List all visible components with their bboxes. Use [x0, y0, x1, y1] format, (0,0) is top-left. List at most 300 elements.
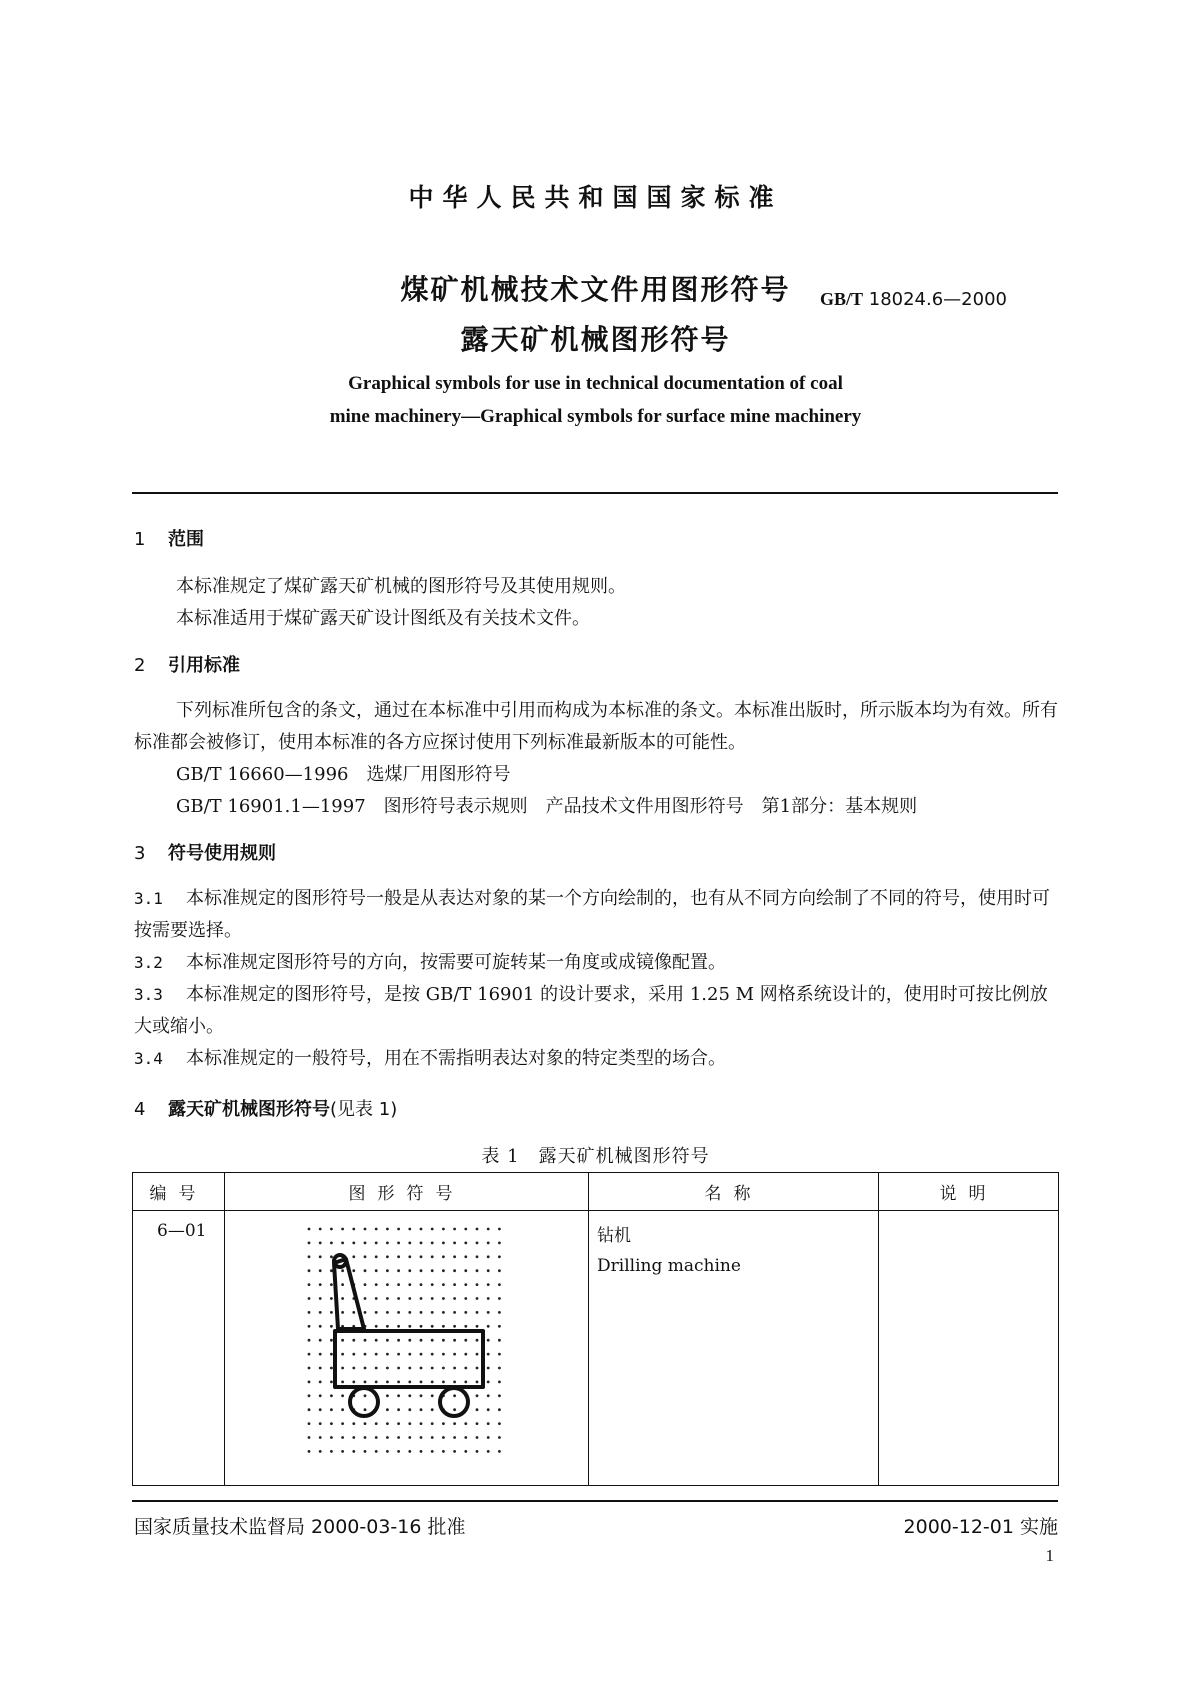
grid-dot: [419, 1297, 422, 1300]
grid-dot: [430, 1381, 433, 1384]
grid-dot: [318, 1325, 321, 1328]
grid-dot: [442, 1255, 445, 1258]
rule-3-3-text: 本标准规定的图形符号，是按 GB/T 16901 的设计要求，采用 1.25 M 网格系统设计的，使用时可按比例放大或缩小。: [134, 984, 1048, 1037]
grid-dot: [498, 1408, 501, 1411]
grid-dot: [397, 1436, 400, 1439]
grid-dot: [341, 1269, 344, 1272]
grid-dot: [397, 1367, 400, 1370]
grid-dot: [408, 1436, 411, 1439]
grid-dot: [498, 1436, 501, 1439]
grid-dot: [318, 1353, 321, 1356]
grid-dot: [386, 1297, 389, 1300]
standard-code-prefix: GB/T: [820, 289, 864, 309]
grid-dot: [363, 1394, 366, 1397]
grid-dot: [386, 1339, 389, 1342]
grid-dot: [430, 1408, 433, 1411]
grid-dot: [419, 1311, 422, 1314]
grid-dot: [307, 1297, 310, 1300]
grid-dot: [464, 1325, 467, 1328]
grid-dot: [498, 1422, 501, 1425]
grid-dot: [498, 1450, 501, 1453]
grid-dot: [464, 1381, 467, 1384]
grid-dot: [419, 1408, 422, 1411]
section-3-heading: [134, 839, 276, 865]
grid-dot: [475, 1297, 478, 1300]
header-description: 说明: [879, 1173, 1059, 1211]
grid-dot: [453, 1311, 456, 1314]
grid-dot: [374, 1269, 377, 1272]
grid-dot: [498, 1367, 501, 1370]
grid-dot: [352, 1269, 355, 1272]
grid-dot: [363, 1381, 366, 1384]
grid-dot: [419, 1228, 422, 1231]
grid-dot: [307, 1381, 310, 1384]
grid-dot: [419, 1255, 422, 1258]
section-3-title: 符号使用规则: [168, 843, 276, 864]
grid-dot: [330, 1269, 333, 1272]
grid-dot: [330, 1394, 333, 1397]
section-1-number: 1: [134, 529, 146, 550]
grid-dot: [408, 1408, 411, 1411]
grid-dot: [352, 1311, 355, 1314]
grid-dot: [442, 1353, 445, 1356]
grid-dot: [341, 1381, 344, 1384]
grid-dot: [307, 1242, 310, 1245]
grid-dot: [475, 1283, 478, 1286]
grid-dot: [475, 1381, 478, 1384]
grid-dot: [307, 1311, 310, 1314]
grid-dot: [386, 1408, 389, 1411]
grid-dot: [486, 1408, 489, 1411]
grid-dot: [498, 1311, 501, 1314]
grid-dot: [307, 1339, 310, 1342]
grid-dot: [352, 1381, 355, 1384]
grid-dot: [408, 1228, 411, 1231]
grid-dot: [419, 1353, 422, 1356]
grid-dot: [386, 1228, 389, 1231]
grid-dot: [341, 1297, 344, 1300]
rule-3-3: [134, 979, 1058, 1043]
grid-dot: [386, 1242, 389, 1245]
grid-dot: [486, 1450, 489, 1453]
grid-dot: [397, 1422, 400, 1425]
grid-dot: [442, 1422, 445, 1425]
grid-dot: [330, 1436, 333, 1439]
grid-dot: [374, 1283, 377, 1286]
grid-dot: [341, 1436, 344, 1439]
section-4-table-reference: (见表 1): [330, 1099, 398, 1120]
grid-dot: [430, 1367, 433, 1370]
grid-dot: [352, 1450, 355, 1453]
grid-dot: [453, 1450, 456, 1453]
grid-dot: [464, 1422, 467, 1425]
grid-dot: [330, 1242, 333, 1245]
grid-dot: [307, 1269, 310, 1272]
rule-3-1-number: 3.1: [134, 889, 163, 908]
grid-dot: [318, 1255, 321, 1258]
grid-dot: [386, 1255, 389, 1258]
grid-dot: [442, 1297, 445, 1300]
grid-dot: [374, 1311, 377, 1314]
grid-dot: [453, 1436, 456, 1439]
grid-dot: [408, 1242, 411, 1245]
grid-dot: [318, 1297, 321, 1300]
grid-dot: [498, 1325, 501, 1328]
grid-dot: [318, 1408, 321, 1411]
footer-divider: [132, 1500, 1058, 1502]
grid-dot: [386, 1353, 389, 1356]
title-cn-line2: 露天矿机械图形符号: [460, 323, 731, 356]
grid-dot: [352, 1367, 355, 1370]
grid-dot: [318, 1311, 321, 1314]
grid-dot: [397, 1381, 400, 1384]
grid-dot: [430, 1297, 433, 1300]
grid-dot: [453, 1269, 456, 1272]
description-cell: [879, 1211, 1059, 1486]
grid-dot: [363, 1353, 366, 1356]
grid-dot: [419, 1450, 422, 1453]
section-2-paragraph: 下列标准所包含的条文，通过在本标准中引用而构成为本标准的条文。本标准出版时，所示版本均为有效。所有标准都会被修订，使用本标准的各方应探讨使用下列标准最新版本的可能性。: [134, 700, 1058, 753]
grid-dot: [408, 1269, 411, 1272]
page-number: 1: [1045, 1546, 1054, 1565]
grid-dot: [397, 1255, 400, 1258]
rule-3-3-number: 3.3: [134, 985, 163, 1004]
rear-wheel: [440, 1388, 468, 1416]
symbol-cell: [225, 1211, 589, 1486]
grid-dot: [453, 1394, 456, 1397]
grid-dot: [397, 1269, 400, 1272]
grid-dot: [386, 1283, 389, 1286]
row-number: 6—01: [133, 1211, 225, 1486]
grid-dot: [397, 1297, 400, 1300]
grid-dot: [341, 1339, 344, 1342]
grid-dot: [442, 1367, 445, 1370]
grid-dot: [408, 1422, 411, 1425]
header-number: 编号: [133, 1173, 225, 1211]
grid-dot: [475, 1339, 478, 1342]
grid-dot: [307, 1367, 310, 1370]
front-wheel: [350, 1388, 378, 1416]
grid-dot: [408, 1339, 411, 1342]
grid-dot: [408, 1450, 411, 1453]
grid-dot: [453, 1283, 456, 1286]
grid-dot: [352, 1436, 355, 1439]
grid-dot: [498, 1353, 501, 1356]
grid-dot: [374, 1450, 377, 1453]
section-1-heading: [134, 525, 204, 551]
symbol-table: [132, 1172, 1059, 1486]
grid-dot: [374, 1422, 377, 1425]
grid-dot: [318, 1339, 321, 1342]
grid-dot: [374, 1367, 377, 1370]
grid-dot: [330, 1297, 333, 1300]
rule-3-2-number: 3.2: [134, 953, 163, 972]
section-1-paragraph-2: 本标准适用于煤矿露天矿设计图纸及有关技术文件。: [176, 608, 590, 629]
section-3-number: 3: [134, 843, 146, 864]
rule-3-4-number: 3.4: [134, 1049, 163, 1068]
grid-dot: [307, 1353, 310, 1356]
grid-dot: [307, 1408, 310, 1411]
grid-dot: [498, 1394, 501, 1397]
grid-dot: [498, 1339, 501, 1342]
grid-dot: [318, 1269, 321, 1272]
grid-dot: [430, 1228, 433, 1231]
grid-dot: [419, 1436, 422, 1439]
grid-dot: [318, 1450, 321, 1453]
grid-dot: [486, 1242, 489, 1245]
grid-dot: [363, 1436, 366, 1439]
grid-dot: [464, 1311, 467, 1314]
grid-dot: [442, 1381, 445, 1384]
grid-dot: [397, 1408, 400, 1411]
grid-dot: [374, 1297, 377, 1300]
grid-dot: [397, 1311, 400, 1314]
grid-dot: [374, 1381, 377, 1384]
grid-dot: [464, 1242, 467, 1245]
grid-dot: [430, 1436, 433, 1439]
grid-dot: [397, 1394, 400, 1397]
grid-dot: [475, 1450, 478, 1453]
grid-dot: [307, 1228, 310, 1231]
grid-dot: [374, 1228, 377, 1231]
grid-dot: [408, 1353, 411, 1356]
grid-dot: [453, 1339, 456, 1342]
grid-dot: [330, 1353, 333, 1356]
grid-dot: [464, 1367, 467, 1370]
grid-dot: [397, 1283, 400, 1286]
grid-dot: [486, 1381, 489, 1384]
grid-dot: [442, 1436, 445, 1439]
approval-line: 国家质量技术监督局 2000-03-16 批准: [134, 1516, 466, 1538]
rule-3-4-text: 本标准规定的一般符号，用在不需指明表达对象的特定类型的场合。: [186, 1048, 726, 1069]
grid-dot: [486, 1422, 489, 1425]
grid-dot: [453, 1408, 456, 1411]
grid-dot: [397, 1228, 400, 1231]
section-2-number: 2: [134, 655, 146, 676]
grid-dot: [330, 1422, 333, 1425]
grid-dot: [352, 1242, 355, 1245]
grid-dot: [408, 1367, 411, 1370]
grid-dot: [341, 1353, 344, 1356]
header-symbol: 图形符号: [225, 1173, 589, 1211]
grid-dot: [453, 1297, 456, 1300]
grid-dot: [363, 1283, 366, 1286]
grid-dot: [430, 1450, 433, 1453]
grid-dot: [408, 1381, 411, 1384]
grid-dot: [453, 1353, 456, 1356]
grid-dot: [330, 1367, 333, 1370]
grid-dot: [330, 1339, 333, 1342]
grid-dot: [419, 1325, 422, 1328]
grid-dot: [464, 1436, 467, 1439]
grid-dot: [363, 1228, 366, 1231]
grid-dot: [330, 1325, 333, 1328]
section-4-heading: [134, 1095, 397, 1121]
grid-dot: [408, 1297, 411, 1300]
grid-dot: [464, 1269, 467, 1272]
grid-dot: [442, 1325, 445, 1328]
grid-dot: [498, 1381, 501, 1384]
grid-dot: [430, 1353, 433, 1356]
grid-dot: [486, 1269, 489, 1272]
grid-dot: [419, 1269, 422, 1272]
grid-dot: [352, 1255, 355, 1258]
grid-dot: [341, 1367, 344, 1370]
section-1-paragraph-1: 本标准规定了煤矿露天矿机械的图形符号及其使用规则。: [176, 576, 626, 597]
reference-standard-1: GB/T 16660—1996 选煤厂用图形符号: [176, 764, 511, 785]
grid-dot: [330, 1408, 333, 1411]
grid-dot: [341, 1408, 344, 1411]
grid-dot: [307, 1422, 310, 1425]
grid-dot: [498, 1297, 501, 1300]
grid-dot: [386, 1422, 389, 1425]
grid-dot: [352, 1228, 355, 1231]
grid-dot: [318, 1367, 321, 1370]
grid-dot: [475, 1408, 478, 1411]
grid-dot: [430, 1255, 433, 1258]
title-en-line2: mine machinery—Graphical symbols for surface mine machinery: [329, 406, 862, 427]
grid-dot: [397, 1325, 400, 1328]
title-cn-line1: 煤矿机械技术文件用图形符号: [400, 273, 791, 306]
grid-dot: [330, 1228, 333, 1231]
name-cn: 钻机: [597, 1226, 631, 1246]
grid-dot: [374, 1436, 377, 1439]
drill-mast: [334, 1259, 364, 1329]
section-2-heading: [134, 651, 240, 677]
grid-dot: [408, 1283, 411, 1286]
grid-dot: [341, 1450, 344, 1453]
grid-dot: [430, 1394, 433, 1397]
grid-dot: [330, 1311, 333, 1314]
grid-dot: [475, 1269, 478, 1272]
section-1-title: 范围: [168, 529, 204, 550]
grid-dot: [397, 1339, 400, 1342]
grid-dot: [318, 1242, 321, 1245]
grid-dot: [386, 1450, 389, 1453]
grid-dot: [475, 1311, 478, 1314]
rule-3-2-text: 本标准规定图形符号的方向，按需要可旋转某一角度或成镜像配置。: [186, 952, 726, 973]
grid-dot: [486, 1367, 489, 1370]
grid-dot: [408, 1311, 411, 1314]
grid-dot: [318, 1381, 321, 1384]
grid-dot: [475, 1325, 478, 1328]
grid-dot: [442, 1242, 445, 1245]
table-row: [133, 1211, 1059, 1486]
grid-dot: [363, 1408, 366, 1411]
grid-dot: [442, 1450, 445, 1453]
title-en-line1: Graphical symbols for use in technical documentation of coal: [348, 373, 843, 394]
grid-dot: [363, 1242, 366, 1245]
grid-dot: [486, 1311, 489, 1314]
grid-dot: [464, 1283, 467, 1286]
standard-code: [820, 289, 1007, 310]
section-2-title: 引用标准: [168, 655, 240, 676]
grid-dot: [330, 1381, 333, 1384]
grid-dot: [486, 1339, 489, 1342]
grid-dot: [486, 1436, 489, 1439]
grid-dot: [486, 1255, 489, 1258]
grid-dot: [386, 1436, 389, 1439]
grid-dot: [341, 1422, 344, 1425]
drilling-machine-symbol-icon: [297, 1221, 517, 1471]
header-name: 名称: [589, 1173, 879, 1211]
reference-standard-2: GB/T 16901.1—1997 图形符号表示规则 产品技术文件用图形符号 第1部分：基本规则: [176, 796, 918, 817]
grid-dot: [453, 1242, 456, 1245]
grid-dot: [386, 1367, 389, 1370]
grid-dot: [475, 1242, 478, 1245]
grid-dot: [464, 1228, 467, 1231]
grid-dot: [486, 1228, 489, 1231]
grid-dot: [498, 1242, 501, 1245]
grid-dot: [419, 1242, 422, 1245]
table-header-row: [133, 1173, 1059, 1211]
grid-dot: [430, 1325, 433, 1328]
grid-dot: [307, 1325, 310, 1328]
grid-dot: [330, 1283, 333, 1286]
grid-dot: [307, 1255, 310, 1258]
name-cell: [589, 1211, 879, 1486]
grid-dot: [453, 1367, 456, 1370]
grid-dot: [419, 1394, 422, 1397]
name-en: Drilling machine: [597, 1256, 741, 1276]
grid-dot: [430, 1242, 433, 1245]
grid-dot: [464, 1255, 467, 1258]
grid-dot: [374, 1325, 377, 1328]
grid-dot: [464, 1339, 467, 1342]
grid-dot: [475, 1367, 478, 1370]
grid-dot: [330, 1255, 333, 1258]
grid-dot: [363, 1269, 366, 1272]
grid-dot: [475, 1394, 478, 1397]
grid-dot: [475, 1255, 478, 1258]
grid-dot: [464, 1450, 467, 1453]
grid-dot: [341, 1283, 344, 1286]
grid-dot: [442, 1311, 445, 1314]
grid-dot: [453, 1422, 456, 1425]
grid-dot: [464, 1297, 467, 1300]
grid-dot: [408, 1255, 411, 1258]
grid-dot: [430, 1269, 433, 1272]
grid-dot: [419, 1339, 422, 1342]
effective-date: 2000-12-01 实施: [903, 1516, 1058, 1538]
grid-dot: [386, 1325, 389, 1328]
grid-dot: [486, 1353, 489, 1356]
grid-dot: [486, 1394, 489, 1397]
grid-dot: [475, 1228, 478, 1231]
grid-dot: [341, 1311, 344, 1314]
grid-dot: [363, 1367, 366, 1370]
grid-dot: [475, 1436, 478, 1439]
standard-code-number: 18024.6—2000: [868, 289, 1007, 310]
grid-dot: [419, 1381, 422, 1384]
grid-dot: [397, 1242, 400, 1245]
grid-dot: [419, 1283, 422, 1286]
grid-dot: [486, 1283, 489, 1286]
grid-dot: [363, 1255, 366, 1258]
table-caption: 表 1 露天矿机械图形符号: [481, 1146, 710, 1167]
grid-dot: [475, 1353, 478, 1356]
rule-3-1-text: 本标准规定的图形符号一般是从表达对象的某一个方向绘制的，也有从不同方向绘制了不同的符号，使用时可按需要选择。: [134, 888, 1050, 941]
grid-dot: [307, 1436, 310, 1439]
grid-dot: [386, 1311, 389, 1314]
grid-dot: [386, 1269, 389, 1272]
grid-dot: [318, 1436, 321, 1439]
grid-dot: [430, 1283, 433, 1286]
grid-dot: [498, 1255, 501, 1258]
grid-dot: [442, 1283, 445, 1286]
grid-dot: [363, 1311, 366, 1314]
grid-dot: [397, 1450, 400, 1453]
